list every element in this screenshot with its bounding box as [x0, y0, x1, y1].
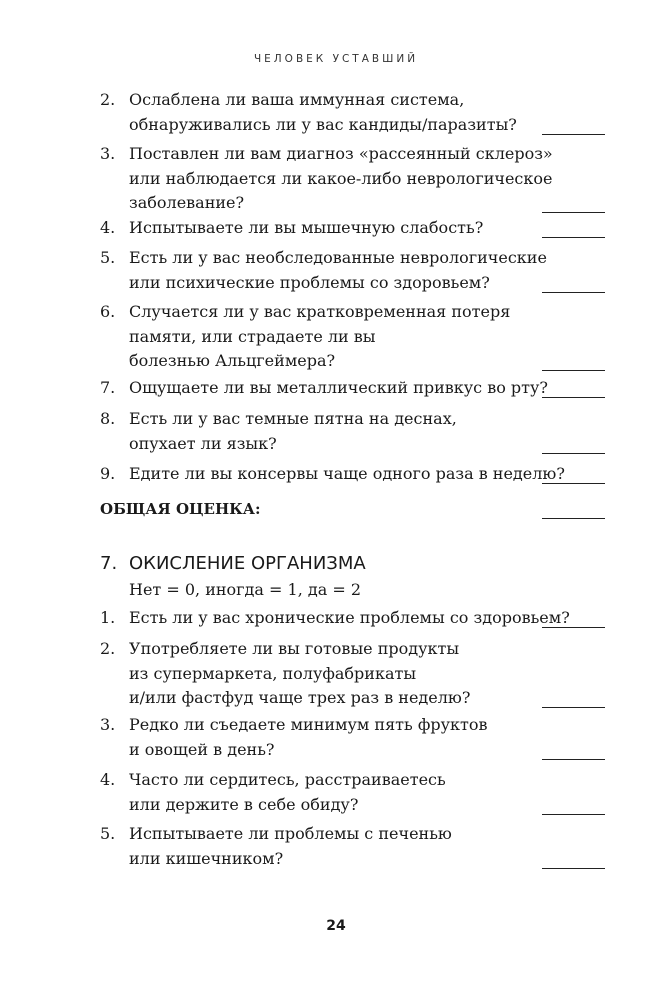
answer-blank[interactable]	[542, 868, 605, 869]
question-text	[129, 88, 534, 137]
question-text	[129, 768, 534, 817]
answer-blank[interactable]	[542, 292, 605, 293]
question-item	[100, 216, 605, 240]
question-line: Есть ли у вас хронические проблемы со здоровьем?	[129, 608, 570, 627]
question-number: 8.	[100, 409, 116, 428]
question-line: Есть ли у вас необследованные неврологические	[129, 248, 547, 267]
question-line: из супермаркета, полуфабрикаты	[129, 663, 417, 683]
question-line: Поставлен ли вам диагноз «рассеянный склероз»	[129, 144, 553, 163]
running-head: ЧЕЛОВЕК УСТАВШИЙ	[253, 53, 419, 65]
question-line: болезнью Альцгеймера?	[129, 351, 336, 370]
question-text	[129, 606, 570, 631]
question-line: Испытываете ли вы мышечную слабость?	[129, 218, 484, 237]
question-text	[129, 300, 534, 374]
question-text	[129, 246, 547, 295]
question-line: памяти, или страдаете ли вы	[129, 326, 376, 346]
question-number: 2.	[100, 639, 116, 658]
question-number: 2.	[100, 90, 116, 109]
answer-blank[interactable]	[542, 453, 605, 454]
question-text	[129, 142, 553, 216]
question-line: обнаруживались ли у вас кандиды/паразиты?	[129, 114, 517, 134]
question-item	[100, 822, 605, 871]
question-number: 5.	[100, 248, 116, 267]
question-line: заболевание?	[129, 193, 245, 212]
question-item	[100, 713, 605, 762]
question-line: Едите ли вы консервы чаще одного раза в неделю?	[129, 464, 565, 483]
question-line: Употребляете ли вы готовые продукты	[129, 639, 460, 658]
total-score-blank[interactable]	[542, 518, 605, 519]
question-line: Редко ли съедаете минимум пять фруктов	[129, 715, 488, 734]
answer-blank[interactable]	[542, 759, 605, 760]
question-line: Есть ли у вас темные пятна на деснах,	[129, 409, 457, 428]
question-number: 3.	[100, 144, 116, 163]
question-number: 1.	[100, 608, 116, 627]
question-text	[129, 376, 549, 401]
total-score-row	[100, 497, 605, 521]
question-line: или наблюдается ли какое-либо неврологическое	[129, 168, 553, 188]
question-number: 4.	[100, 770, 116, 789]
question-text	[129, 407, 534, 456]
question-item	[100, 142, 605, 215]
section-title	[100, 552, 366, 576]
scoring-scale: Нет = 0, иногда = 1, да = 2	[129, 580, 362, 599]
question-text	[129, 822, 534, 871]
question-text	[129, 713, 534, 762]
question-line: или психические проблемы со здоровьем?	[129, 272, 490, 292]
question-item	[100, 407, 605, 456]
question-item	[100, 768, 605, 817]
answer-blank[interactable]	[542, 814, 605, 815]
question-item	[100, 462, 605, 486]
answer-blank[interactable]	[542, 370, 605, 371]
answer-blank[interactable]	[542, 627, 605, 628]
question-number: 5.	[100, 824, 116, 843]
question-text	[129, 216, 534, 241]
answer-blank[interactable]	[542, 483, 605, 484]
section-title-text: ОКИСЛЕНИЕ ОРГАНИЗМА	[129, 553, 366, 574]
question-number: 3.	[100, 715, 116, 734]
question-line: Ощущаете ли вы металлический привкус во рту?	[129, 378, 549, 397]
question-line: Испытываете ли проблемы с печенью	[129, 824, 452, 843]
question-line: или держите в себе обиду?	[129, 794, 359, 814]
question-item	[100, 637, 605, 710]
question-item	[100, 300, 605, 373]
answer-blank[interactable]	[542, 397, 605, 398]
answer-blank[interactable]	[542, 707, 605, 708]
page-number: 24	[326, 918, 346, 934]
question-line: Случается ли у вас кратковременная потеря	[129, 302, 511, 321]
question-item	[100, 606, 605, 630]
question-number: 7.	[100, 378, 116, 397]
question-item	[100, 246, 605, 295]
question-number: 9.	[100, 464, 116, 483]
question-item	[100, 88, 605, 137]
question-text	[129, 462, 565, 487]
total-score-label: ОБЩАЯ ОЦЕНКА:	[100, 500, 261, 518]
question-line: опухает ли язык?	[129, 433, 277, 453]
question-number: 6.	[100, 302, 116, 321]
question-number: 4.	[100, 218, 116, 237]
section-number: 7.	[100, 553, 118, 574]
question-text	[129, 637, 534, 711]
question-line: Ослаблена ли ваша иммунная система,	[129, 90, 465, 109]
answer-blank[interactable]	[542, 237, 605, 238]
question-line: и овощей в день?	[129, 739, 275, 759]
question-line: и/или фастфуд чаще трех раз в неделю?	[129, 688, 471, 707]
answer-blank[interactable]	[542, 134, 605, 135]
question-line: или кишечником?	[129, 848, 284, 868]
answer-blank[interactable]	[542, 212, 605, 213]
question-item	[100, 376, 605, 400]
question-line: Часто ли сердитесь, расстраиваетесь	[129, 770, 446, 789]
